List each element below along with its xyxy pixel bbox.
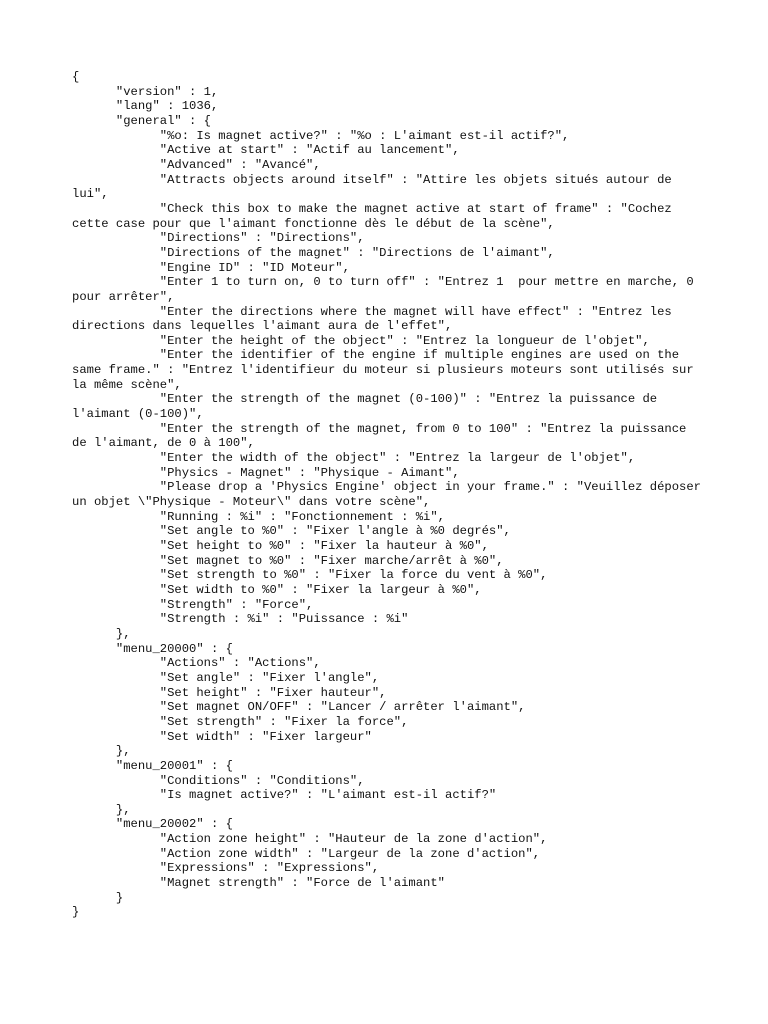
- document-line: },: [72, 802, 131, 817]
- document-line: "Set strength to %0" : "Fixer la force du vent à %0",: [72, 568, 548, 583]
- document-line: "Set magnet to %0" : "Fixer marche/arrêt à %0",: [72, 553, 504, 568]
- document-line: "Set angle" : "Fixer l'angle",: [72, 670, 380, 685]
- document-line: "Magnet strength" : "Force de l'aimant": [72, 876, 445, 891]
- document-line: "Enter the strength of the magnet, from 0 to 100" : "Entrez la puissance de l'aimant, de 0 à 100",: [72, 421, 694, 451]
- document-line: "Set width" : "Fixer largeur": [72, 729, 372, 744]
- document-line: "lang" : 1036,: [72, 99, 219, 114]
- document-line: "Please drop a 'Physics Engine' object in your frame." : "Veuillez déposer un objet \"Physique - Moteur\" dans votre scène",: [72, 480, 709, 510]
- document-line: "Action zone width" : "Largeur de la zone d'action",: [72, 846, 541, 861]
- document-line: "Directions of the magnet" : "Directions de l'aimant",: [72, 245, 555, 260]
- document-line: "menu_20002" : {: [72, 817, 233, 832]
- document-line: "Is magnet active?" : "L'aimant est-il actif?": [72, 788, 497, 803]
- document-line: {: [72, 70, 80, 84]
- document-line: "Strength : %i" : "Puissance : %i": [72, 612, 409, 627]
- document-line: "Engine ID" : "ID Moteur",: [72, 260, 350, 275]
- document-line: "Enter the strength of the magnet (0-100)" : "Entrez la puissance de l'aimant (0-100)",: [72, 392, 665, 422]
- document-line: "menu_20001" : {: [72, 758, 233, 773]
- document-line: "Directions" : "Directions",: [72, 231, 365, 246]
- document-line: "Enter the identifier of the engine if multiple engines are used on the same frame." : "Entrez l'identifieur du moteur si plusieurs moteurs sont utilisés sur la même scène",: [72, 348, 701, 392]
- document-line: "Attracts objects around itself" : "Attire les objets situés autour de lui",: [72, 172, 680, 202]
- document-line: "Enter 1 to turn on, 0 to turn off" : "Entrez 1 pour mettre en marche, 0 pour arrêter",: [72, 275, 701, 304]
- document-line: "Set magnet ON/OFF" : "Lancer / arrêter l'aimant",: [72, 700, 526, 715]
- document-line: "Conditions" : "Conditions",: [72, 773, 365, 788]
- document-line: "Action zone height" : "Hauteur de la zone d'action",: [72, 832, 548, 847]
- document-line: "general" : {: [72, 113, 211, 128]
- document-line: "version" : 1,: [72, 84, 219, 99]
- json-document-text: [72, 70, 709, 920]
- document-line: }: [72, 890, 124, 905]
- document-line: },: [72, 744, 131, 759]
- document-line: "Set width to %0" : "Fixer la largeur à %0",: [72, 582, 482, 597]
- document-line: "Set angle to %0" : "Fixer l'angle à %0 degrés",: [72, 524, 511, 539]
- document-line: "Advanced" : "Avancé",: [72, 157, 321, 172]
- document-line: }: [72, 905, 80, 920]
- document-line: "Actions" : "Actions",: [72, 656, 321, 671]
- document-line: "Enter the width of the object" : "Entrez la largeur de l'objet",: [72, 451, 636, 466]
- document-line: "Enter the directions where the magnet will have effect" : "Entrez les directions dans lequelles l'aimant aura de l'effet",: [72, 304, 680, 334]
- document-line: "Check this box to make the magnet active at start of frame" : "Cochez cette case pour que l'aimant fonctionne dès le début de la scène",: [72, 201, 680, 231]
- document-line: },: [72, 626, 131, 641]
- document-line: "Set height" : "Fixer hauteur",: [72, 685, 387, 700]
- document-line: "Physics - Magnet" : "Physique - Aimant",: [72, 465, 460, 480]
- document-line: "Enter the height of the object" : "Entrez la longueur de l'objet",: [72, 333, 650, 348]
- document-line: "menu_20000" : {: [72, 641, 233, 656]
- document-line: "Set strength" : "Fixer la force",: [72, 714, 409, 729]
- document-line: "Strength" : "Force",: [72, 597, 314, 612]
- document-line: "Set height to %0" : "Fixer la hauteur à %0",: [72, 539, 489, 553]
- document-line: "Expressions" : "Expressions",: [72, 861, 380, 876]
- document-line: "%o: Is magnet active?" : "%o : L'aimant est-il actif?",: [72, 128, 570, 143]
- document-line: "Running : %i" : "Fonctionnement : %i",: [72, 509, 445, 524]
- document-line: "Active at start" : "Actif au lancement",: [72, 143, 460, 158]
